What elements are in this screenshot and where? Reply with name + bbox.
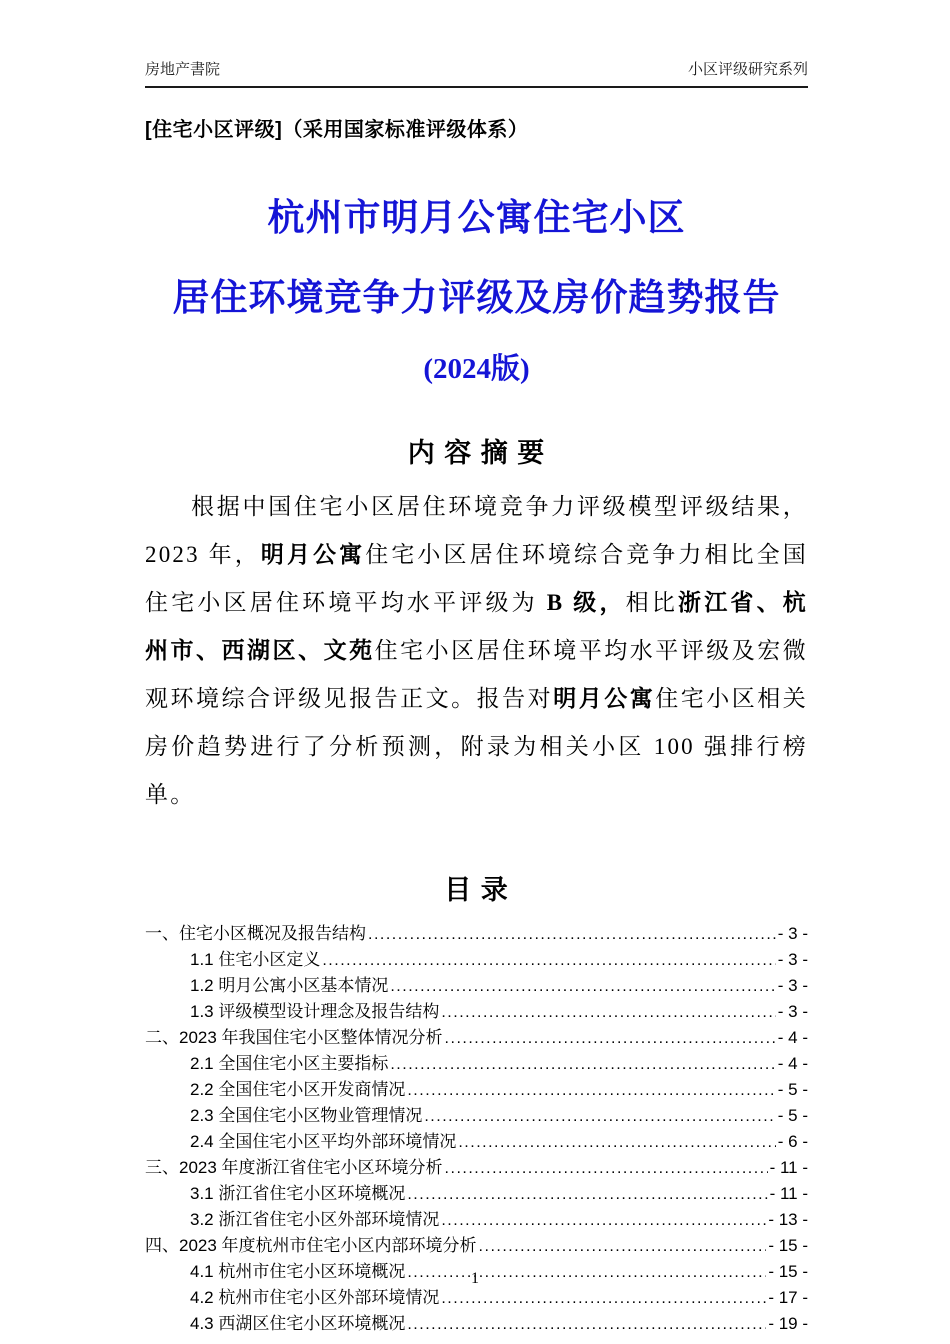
abstract-segment-bold: 浙江省、杭州市、西湖区、文苑 bbox=[145, 590, 808, 663]
toc-entry-label: 四、2023 年度杭州市住宅小区内部环境分析 bbox=[145, 1236, 477, 1255]
toc-leader-dots bbox=[441, 999, 775, 1025]
toc-entry-label: 1.2 明月公寓小区基本情况 bbox=[190, 976, 389, 995]
toc-entry-label: 2.1 全国住宅小区主要指标 bbox=[190, 1054, 389, 1073]
toc-entry[interactable] bbox=[145, 1025, 808, 1051]
toc-entry-label: 三、2023 年度浙江省住宅小区环境分析 bbox=[145, 1158, 443, 1177]
toc-leader-dots bbox=[441, 1285, 766, 1311]
toc-entry-page-number: - 6 - bbox=[777, 1132, 808, 1151]
abstract-segment: 住宅小区居住环境综合竞争力相比全国住宅小区居住环境平均水平评级为 bbox=[145, 542, 808, 615]
toc-entry-label: 1.3 评级模型设计理念及报告结构 bbox=[190, 1002, 440, 1021]
abstract-segment: 住宅小区相关房价趋势进行了分析预测，附录为相关小区 100 强排行榜单。 bbox=[145, 686, 808, 807]
toc-entry-page-number: - 3 - bbox=[777, 1002, 808, 1021]
toc-entry-label: 3.2 浙江省住宅小区外部环境情况 bbox=[190, 1210, 440, 1229]
toc-entry-label: 2.2 全国住宅小区开发商情况 bbox=[190, 1080, 406, 1099]
toc-entry-page-number: - 11 - bbox=[769, 1158, 808, 1177]
toc-leader-dots bbox=[368, 921, 776, 947]
toc-entry-page-number: - 3 - bbox=[777, 924, 808, 943]
toc-entry-label: 4.2 杭州市住宅小区外部环境情况 bbox=[190, 1288, 440, 1307]
toc-leader-dots bbox=[458, 1129, 775, 1155]
page-header bbox=[145, 0, 808, 88]
toc-entry-page-number: - 5 - bbox=[777, 1106, 808, 1125]
rating-system-subtitle: [住宅小区评级]（采用国家标准评级体系） bbox=[145, 119, 529, 141]
toc-entry-label: 二、2023 年我国住宅小区整体情况分析 bbox=[145, 1028, 443, 1047]
toc-entry-page-number: - 4 - bbox=[777, 1054, 808, 1073]
toc-entry[interactable] bbox=[145, 1077, 808, 1103]
toc-entry[interactable] bbox=[145, 947, 808, 973]
report-title-line2: 居住环境竞争力评级及房价趋势报告 bbox=[172, 278, 781, 319]
abstract-paragraph bbox=[145, 483, 808, 819]
toc-entry[interactable] bbox=[145, 921, 808, 947]
toc-entry-label: 2.3 全国住宅小区物业管理情况 bbox=[190, 1106, 423, 1125]
toc-heading: 目 录 bbox=[444, 875, 509, 905]
header-right-text: 小区评级研究系列 bbox=[687, 61, 808, 78]
toc-entry-label: 4.3 西湖区住宅小区环境概况 bbox=[190, 1314, 406, 1333]
toc-entry-label: 3.1 浙江省住宅小区环境概况 bbox=[190, 1184, 406, 1203]
toc-entry-page-number: - 4 - bbox=[777, 1028, 808, 1047]
toc-entry[interactable] bbox=[145, 1051, 808, 1077]
toc-entry[interactable] bbox=[145, 973, 808, 999]
toc-entry-page-number: - 17 - bbox=[768, 1288, 808, 1307]
toc-leader-dots bbox=[390, 1051, 775, 1077]
abstract-segment-bold: B 级， bbox=[546, 590, 626, 615]
toc-entry-label: 2.4 全国住宅小区平均外部环境情况 bbox=[190, 1132, 457, 1151]
toc-entry-page-number: - 15 - bbox=[768, 1236, 808, 1255]
toc-entry-page-number: - 3 - bbox=[777, 950, 808, 969]
toc-entry[interactable] bbox=[145, 999, 808, 1025]
toc-leader-dots bbox=[322, 947, 775, 973]
abstract-segment-bold: 明月公寓 bbox=[260, 542, 366, 567]
toc-entry[interactable] bbox=[145, 1285, 808, 1311]
toc-entry[interactable] bbox=[145, 1233, 808, 1259]
toc-entry[interactable] bbox=[145, 1129, 808, 1155]
toc-leader-dots bbox=[390, 973, 775, 999]
toc-entry-page-number: - 13 - bbox=[768, 1210, 808, 1229]
toc-entry-page-number: - 5 - bbox=[777, 1080, 808, 1099]
footer-page-number: 1 bbox=[471, 1270, 479, 1287]
abstract-segment: 相比 bbox=[625, 590, 679, 615]
toc-entry-page-number: - 19 - bbox=[768, 1314, 808, 1333]
toc-leader-dots bbox=[441, 1207, 766, 1233]
toc-entry[interactable] bbox=[145, 1155, 808, 1181]
toc-entry[interactable] bbox=[145, 1103, 808, 1129]
abstract-segment: 根据中国住宅小区居住环境竞争力评级模型评级结果，2023 年， bbox=[145, 494, 808, 567]
toc-entry-page-number: - 15 - bbox=[768, 1262, 808, 1281]
toc-leader-dots bbox=[407, 1311, 766, 1337]
report-title-line1: 杭州市明月公寓住宅小区 bbox=[267, 198, 686, 239]
abstract-heading: 内 容 摘 要 bbox=[407, 438, 546, 468]
toc-leader-dots bbox=[424, 1103, 775, 1129]
toc-leader-dots bbox=[445, 1025, 776, 1051]
toc-entry[interactable] bbox=[145, 1311, 808, 1337]
toc-entry-page-number: - 3 - bbox=[777, 976, 808, 995]
toc-entry-label: 一、住宅小区概况及报告结构 bbox=[145, 924, 366, 943]
toc-leader-dots bbox=[445, 1155, 768, 1181]
header-left-text: 房地产書院 bbox=[145, 61, 221, 78]
report-title-block bbox=[145, 187, 808, 387]
abstract-segment: 住宅小区居住环境平均水平评级及宏微观环境综合评级见报告正文。报告对 bbox=[145, 638, 808, 711]
toc-entry-label: 1.1 住宅小区定义 bbox=[190, 950, 321, 969]
toc-leader-dots bbox=[407, 1077, 775, 1103]
abstract-segment-bold: 明月公寓 bbox=[553, 686, 656, 711]
report-title-edition: (2024版) bbox=[423, 353, 530, 385]
toc-entry-page-number: - 11 - bbox=[769, 1184, 808, 1203]
toc-entry[interactable] bbox=[145, 1181, 808, 1207]
toc-leader-dots bbox=[407, 1181, 767, 1207]
toc-entry[interactable] bbox=[145, 1207, 808, 1233]
toc-entry-label: 4.1 杭州市住宅小区环境概况 bbox=[190, 1262, 406, 1281]
toc-leader-dots bbox=[479, 1233, 767, 1259]
